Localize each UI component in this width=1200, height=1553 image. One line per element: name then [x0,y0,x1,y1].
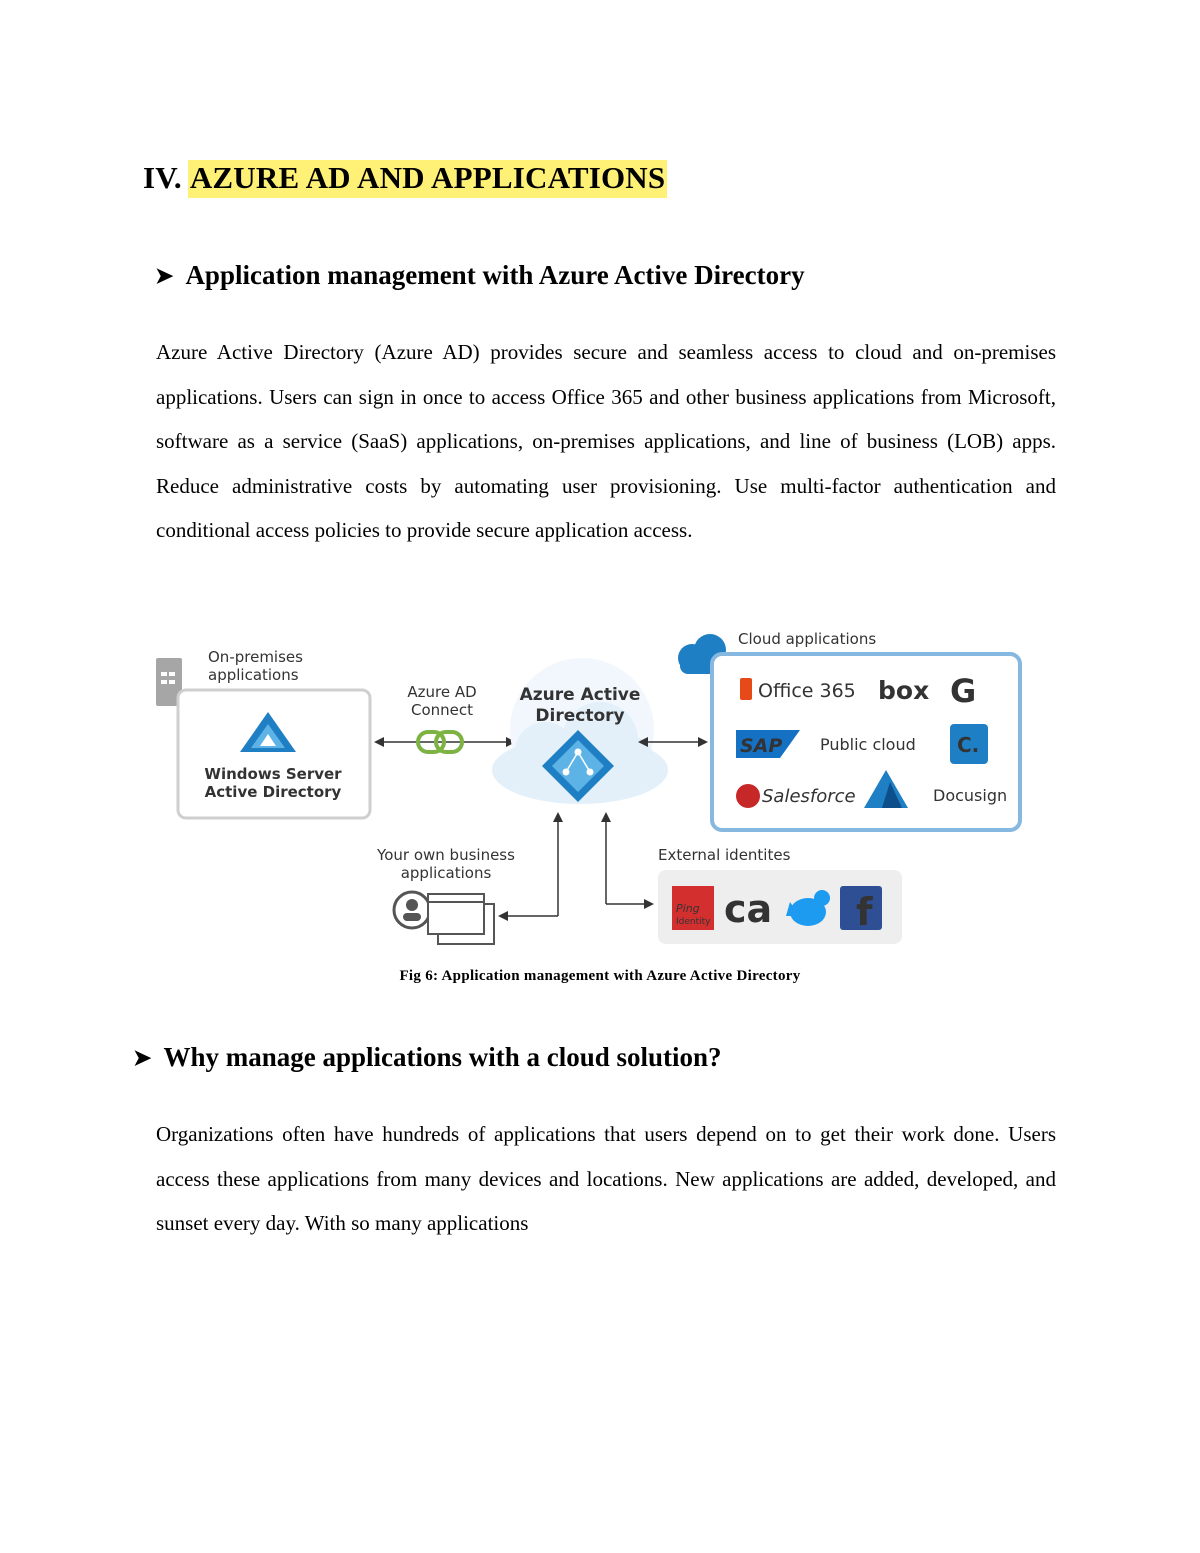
google-logo: G [950,672,977,710]
box-logo: box [878,676,930,705]
section-number: IV. [143,160,182,195]
arrow-bullet-icon: ➤ [133,1044,152,1070]
external-label: External identites [658,846,791,864]
paragraph-2: Organizations often have hundreds of applications that users depend on to get their work done. Users access these applications from many devices and locations. New applications are added, developed, and sunset every day. With so many applications [156,1122,1056,1235]
ping-logo-2: Identity [676,917,711,927]
onprem-label-2: applications [208,666,299,684]
public-cloud-label: Public cloud [820,735,916,754]
facebook-logo: f [856,890,873,934]
ws-label-1: Windows Server [204,765,342,783]
section-title: AZURE AD AND APPLICATIONS [188,160,668,198]
paragraph-1: Azure Active Directory (Azure AD) provides secure and seamless access to cloud and on-premises applications. Users can sign in once to access Office 365 and other business applications from Microsoft, software as a service (SaaS) applications, on-premises applications, and line of business (LOB) apps. Reduce administrative costs by automating user provisioning. Use multi-factor authentication and conditional access policies to provide secure application access. [156,340,1056,542]
subsection-heading-1 [155,260,805,291]
docusign-logo: Docusign [933,786,1008,805]
salesforce-icon [736,784,760,808]
office-icon [740,678,752,700]
connect-label-2: Connect [410,701,474,719]
own-apps-label-1: Your own business [377,846,515,864]
business-apps-icon [394,892,494,944]
ping-logo-1: Ping [676,902,700,915]
onprem-label-1: On-premises [208,648,303,666]
subsection-title-1: Application management with Azure Active Directory [185,260,805,290]
figure-caption: Fig 6: Application management with Azure Active Directory [399,968,801,984]
ca-logo: ca [724,887,773,931]
own-apps-label-2: applications [400,864,492,882]
aad-label-2: Directory [535,706,625,726]
sap-logo: SAP [740,735,783,757]
aad-label-1: Azure Active [519,685,641,705]
cloud-apps-label: Cloud applications [738,630,877,648]
ws-label-2: Active Directory [204,783,342,801]
connect-label-1: Azure AD [407,683,477,701]
subsection-heading-2 [133,1042,722,1073]
salesforce-logo: Salesforce [762,786,856,807]
c-app-logo: C. [957,733,980,757]
arrow-bullet-icon: ➤ [155,262,174,288]
section-heading [143,160,667,196]
subsection-title-2: Why manage applications with a cloud solution? [163,1042,722,1072]
azure-ad-diagram [150,620,1030,950]
office-logo: Office 365 [758,680,856,702]
